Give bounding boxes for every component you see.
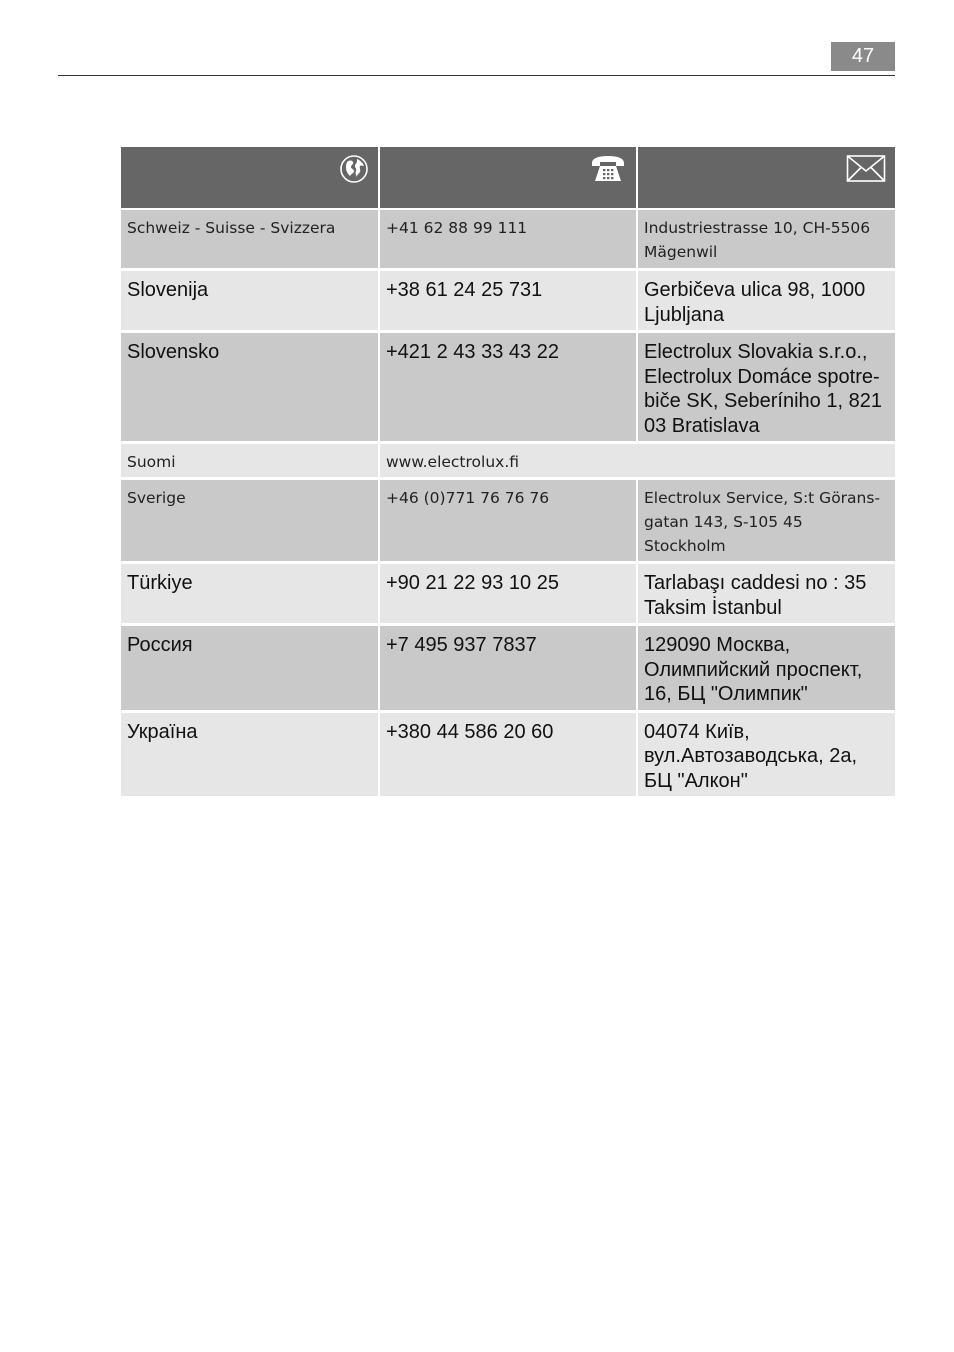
globe-icon [339, 171, 369, 188]
header-cell-phone [380, 147, 638, 210]
country-cell: Sverige [121, 480, 380, 564]
table-header-row [121, 147, 895, 210]
table-row [121, 480, 895, 564]
phone-cell: +90 21 22 93 10 25 [380, 564, 638, 626]
header-cell-address [638, 147, 895, 210]
address-cell: 129090 Москва, Олимпийский проспект, 16, БЦ "Олимпик" [638, 626, 895, 713]
table-row [121, 564, 895, 626]
phone-cell: +380 44 586 20 60 [380, 713, 638, 800]
table-row [121, 271, 895, 333]
telephone-icon [589, 171, 627, 188]
address-cell: Gerbičeva ulica 98, 1000 Ljubljana [638, 271, 895, 333]
header-cell-country [121, 147, 380, 210]
country-cell: Suomi [121, 444, 380, 480]
phone-cell: +46 (0)771 76 76 76 [380, 480, 638, 564]
country-cell: Schweiz - Suisse - Svizzera [121, 210, 380, 271]
table-row [121, 626, 895, 713]
country-cell: Россия [121, 626, 380, 713]
address-cell: Electrolux Slovakia s.r.o., Electrolux Domáce spotre-biče SK, Seberíniho 1, 821 03 Bratislava [638, 333, 895, 444]
website-cell: www.electrolux.fi [380, 444, 895, 480]
address-cell: Tarlabaşı caddesi no : 35 Taksim İstanbul [638, 564, 895, 626]
header-rule [58, 75, 895, 76]
country-cell: Slovenija [121, 271, 380, 333]
country-cell: Türkiye [121, 564, 380, 626]
table-row [121, 210, 895, 271]
phone-cell: +38 61 24 25 731 [380, 271, 638, 333]
table-row [121, 444, 895, 480]
page-number: 47 [831, 42, 895, 71]
address-cell: 04074 Київ, вул.Автозаводська, 2а, БЦ "Алкон" [638, 713, 895, 800]
contact-table [121, 147, 895, 799]
country-cell: Україна [121, 713, 380, 800]
address-cell: Electrolux Service, S:t Görans-gatan 143, S-105 45 Stockholm [638, 480, 895, 564]
phone-cell: +41 62 88 99 111 [380, 210, 638, 271]
table-row [121, 713, 895, 800]
envelope-icon [846, 171, 886, 188]
phone-cell: +7 495 937 7837 [380, 626, 638, 713]
country-cell: Slovensko [121, 333, 380, 444]
phone-cell: +421 2 43 33 43 22 [380, 333, 638, 444]
address-cell: Industriestrasse 10, CH-5506 Mägenwil [638, 210, 895, 271]
table-row [121, 333, 895, 444]
